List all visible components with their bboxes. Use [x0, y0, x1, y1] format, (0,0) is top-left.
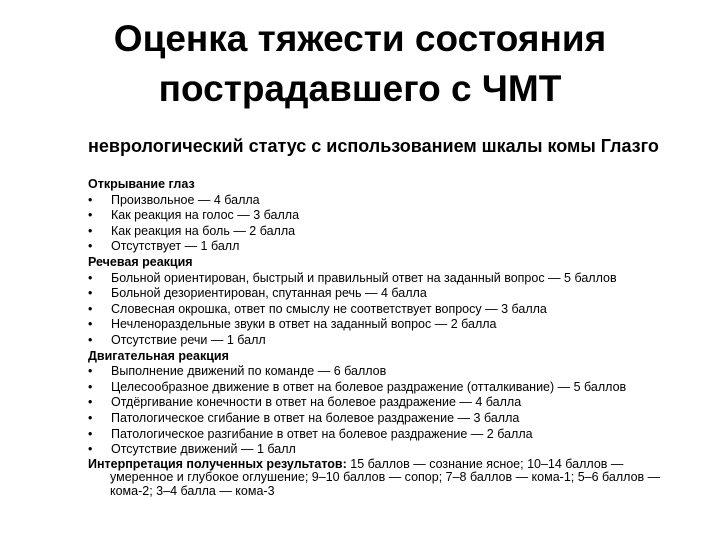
- bullet-icon: •: [88, 286, 93, 301]
- list-speech: [88, 271, 688, 349]
- bullet-icon: •: [88, 426, 93, 441]
- list-item: • Целесообразное движение в ответ на болевое раздражение (отталкивание) — 5 баллов: [88, 379, 627, 394]
- list-item: • Произвольное — 4 балла: [88, 192, 260, 207]
- list-item: • Как реакция на голос — 3 балла: [88, 208, 300, 223]
- list-item: • Больной дезориентирован, спутанная речь — 4 балла: [88, 286, 427, 301]
- list-item: • Выполнение движений по команде — 6 баллов: [88, 364, 387, 379]
- bullet-icon: •: [88, 270, 93, 285]
- list-item: • Патологическое сгибание в ответ на болевое раздражение — 3 балла: [88, 410, 520, 425]
- list-item: • Отсутствие движений — 1 балл: [88, 442, 296, 457]
- bullet-icon: •: [88, 442, 93, 457]
- list-item: • Нечленораздельные звуки в ответ на заданный вопрос — 2 балла: [88, 317, 497, 332]
- list-eyes: [88, 193, 688, 255]
- section-heading-motor: Двигательная реакция: [88, 348, 229, 363]
- list-item: • Отсутствует — 1 балл: [88, 239, 240, 254]
- list-item: • Как реакция на боль — 2 балла: [88, 223, 296, 238]
- bullet-icon: •: [88, 332, 93, 347]
- bullet-icon: •: [88, 239, 93, 254]
- section-heading-speech: Речевая реакция: [88, 254, 193, 269]
- bullet-icon: •: [88, 208, 93, 223]
- slide-title: [40, 14, 680, 114]
- interpretation-label: Интерпретация полученных результатов:: [88, 456, 347, 471]
- interpretation-text: 15 баллов — сознание ясное; 10–14 баллов — умеренное и глубокое оглушение; 9–10 баллов — сопор; 7–8 баллов — кома-1; 5–6 баллов — кома-2; 3–4 балла — кома-3: [110, 456, 661, 498]
- bullet-icon: •: [88, 223, 93, 238]
- list-motor: [88, 364, 688, 458]
- list-item: • Патологическое разгибание в ответ на болевое раздражение — 2 балла: [88, 426, 533, 441]
- bullet-icon: •: [88, 379, 93, 394]
- list-item: • Отсутствие речи — 1 балл: [88, 332, 266, 347]
- bullet-icon: •: [88, 395, 93, 410]
- interpretation-paragraph: [88, 458, 688, 499]
- bullet-icon: •: [88, 192, 93, 207]
- slide-subtitle: неврологический статус с использованием шкалы комы Глазго: [88, 136, 659, 156]
- title-line-2: пострадавшего с ЧМТ: [158, 68, 562, 109]
- title-line-1: Оценка тяжести состояния: [113, 18, 607, 59]
- bullet-icon: •: [88, 410, 93, 425]
- list-item: • Больной ориентирован, быстрый и правильный ответ на заданный вопрос — 5 баллов: [88, 270, 617, 285]
- bullet-icon: •: [88, 317, 93, 332]
- list-item: • Отдёргивание конечности в ответ на болевое раздражение — 4 балла: [88, 395, 522, 410]
- list-item: • Словесная окрошка, ответ по смыслу не соответствует вопросу — 3 балла: [88, 301, 547, 316]
- section-heading-eyes: Открывание глаз: [88, 177, 195, 191]
- bullet-icon: •: [88, 301, 93, 316]
- slide-body: [88, 177, 688, 498]
- bullet-icon: •: [88, 364, 93, 379]
